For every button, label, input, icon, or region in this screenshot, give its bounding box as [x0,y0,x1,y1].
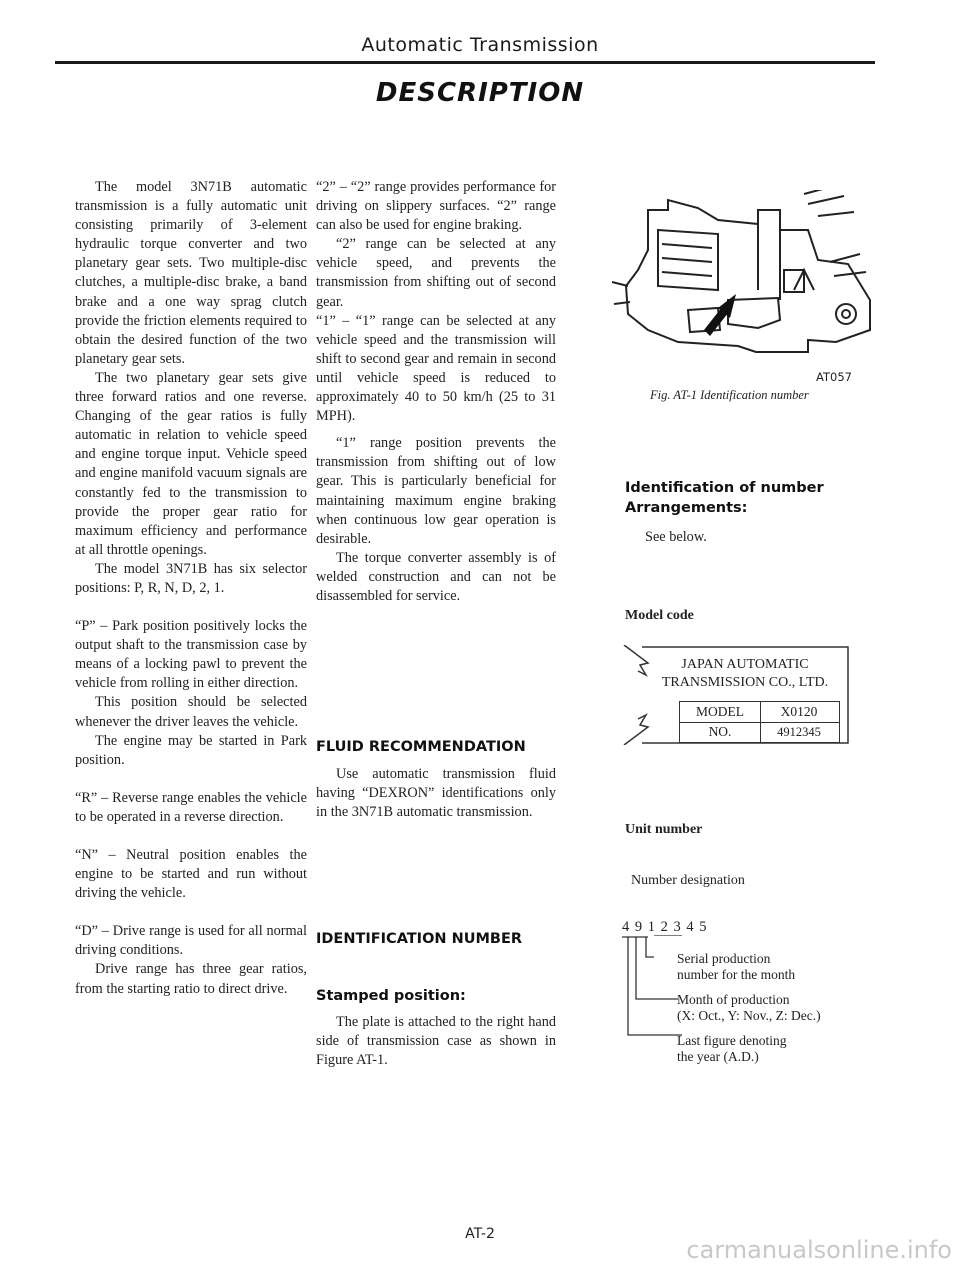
identification-arrangements-heading-1: Identification of number [625,480,824,496]
plate-no-value: 4912345 [759,722,840,743]
range-1-paragraph: “1” – “1” range can be selected at any vehicle speed and the transmission will shift to second gear and remain in second until vehicle speed is reduced to approximately 40 to 50 km/h (25 to 31 MPH). [316,312,556,425]
plate-no-label: NO. [679,722,761,743]
torque-converter-note: The torque converter assembly is of welded construction and can not be disassembled for service. [316,549,556,604]
reverse-paragraph: “R” – Reverse range enables the vehicle to be operated in a reverse direction. [75,789,307,825]
park-note-1: This position should be selected whenever the driver leaves the vehicle. [75,694,307,730]
range-2-note: “2” range can be selected at any vehicle speed, and prevents the transmission from shifting out of second gear. [316,236,556,310]
month-description-2: (X: Oct., Y: Nov., Z: Dec.) [677,1008,821,1023]
park-note-2: The engine may be started in Park position. [75,732,307,768]
page-title: DESCRIPTION [375,78,585,108]
page-number: AT-2 [465,1226,495,1242]
identification-heading: IDENTIFICATION NUMBER [316,931,523,947]
plate-model-label: MODEL [679,701,761,723]
range-2-paragraph: “2” – “2” range provides performance for driving on slippery surfaces. “2” range can also be used for engine braking. [316,179,556,234]
stamped-position-heading: Stamped position: [316,988,466,1004]
watermark: carmanualsonline.info [686,1236,952,1264]
range-1-note: “1” range position prevents the transmission from shifting out of low gear. This is particularly beneficial for maintaining maximum engine braking when continuous low gear operation is desirable. [316,435,556,547]
year-description-1: Last figure denoting [677,1033,787,1048]
unit-number-label: Unit number [625,822,703,837]
plate-line-2: TRANSMISSION CO., LTD. [661,675,829,690]
figure-code: AT057 [816,370,852,384]
see-below-text: See below. [645,529,707,545]
drive-paragraph: “D” – Drive range is used for all normal driving conditions. [75,923,307,959]
fluid-heading: FLUID RECOMMENDATION [316,739,526,755]
identification-arrangements-heading-2: Arrangements: [625,500,748,516]
figure-caption: Fig. AT-1 Identification number [650,388,809,402]
model-code-label: Model code [625,608,694,623]
identification-plate [622,645,850,745]
column-1 [75,178,307,999]
drive-note: Drive range has three gear ratios, from the starting ratio to direct drive. [75,961,307,997]
gear-sets-paragraph: The two planetary gear sets give three forward ratios and one reverse. Changing of the gear ratios is fully automatic in relation to vehicle speed and engine torque input. Vehicle speed and engine manifold vacuum signals are constantly fed to the transmission to provide the proper gear ratio for maximum efficiency and performance at all throttle openings. [75,369,307,558]
fluid-text: Use automatic transmission fluid having “DEXRON” identifications only in the 3N71B automatic transmission. [316,766,556,821]
serial-description-1: Serial production [677,951,771,966]
plate-model-value: X0120 [759,701,840,723]
designation-digits: 4 9 1 2 3 4 5 [622,919,708,935]
selector-paragraph: The model 3N71B has six selector positions: P, R, N, D, 2, 1. [75,560,307,596]
neutral-paragraph: “N” – Neutral position enables the engine to be started and run without driving the vehicle. [75,847,307,902]
column-2 [316,178,556,606]
month-description-1: Month of production [677,992,790,1007]
year-description-2: the year (A.D.) [677,1049,759,1064]
stamped-text: The plate is attached to the right hand side of transmission case as shown in Figure AT-1. [316,1014,556,1069]
number-designation-label: Number designation [631,873,745,888]
intro-paragraph: The model 3N71B automatic transmission is a fully automatic unit consisting primarily of 3-element hydraulic torque converter and two planetary gear sets. Two multiple-disc clutches, a multiple-disc brake, a band brake and a one way sprag clutch provide the friction elements required to obtain the desired function of the two planetary gear sets. [75,179,307,367]
header-rule [55,61,875,64]
running-header: Automatic Transmission [361,34,599,56]
plate-line-1: JAPAN AUTOMATIC [681,657,809,672]
serial-description-2: number for the month [677,967,796,982]
park-paragraph: “P” – Park position positively locks the output shaft to the transmission case by means of a locking pawl to prevent the vehicle from rolling in either direction. [75,618,307,692]
transmission-illustration [608,190,880,360]
